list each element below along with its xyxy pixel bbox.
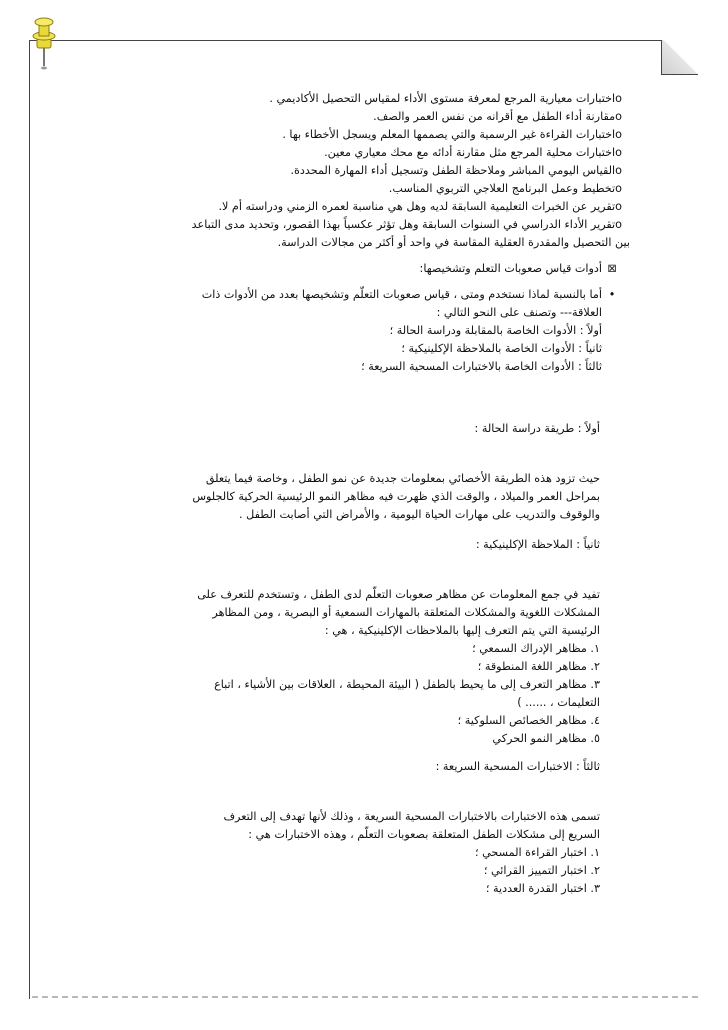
section2-title: ثانياً : الملاحظة الإكلينيكية : xyxy=(475,538,600,551)
intro-item: oتقرير عن الخبرات التعليمية السابقة لديه وهل هي مناسبة لعمره الزمني ودراسته أم لا. xyxy=(218,200,622,213)
intro-item: oاختبارات محلية المرجع مثل مقارنة أدائه مع محك معياري معين. xyxy=(324,146,622,159)
intro-list xyxy=(110,90,630,252)
paragraph-line: المشكلات اللغوية والمشكلات المتعلقة بالمهارات السمعية أو البصرية ، ومن المظاهر xyxy=(212,606,600,619)
intro-item: oتخطيط وعمل البرنامج العلاجي التربوي المناسب. xyxy=(388,182,622,195)
intro-item: oاختبارات القراءة غير الرسمية والتي يصممها المعلم ويسجل الأخطاء بها . xyxy=(282,128,622,141)
checkbox-square-icon: ⊠ xyxy=(607,262,617,275)
tools-heading xyxy=(110,260,622,278)
paragraph-line: بمراحل العمر والميلاد ، والوقت الذي ظهرت فيه مظاهر النمو الرئيسية الحركية كالجلوس xyxy=(192,490,600,503)
list-item: ٢. مظاهر اللغة المنطوقة ؛ xyxy=(477,660,600,673)
tools-bullet-paragraph xyxy=(110,286,622,376)
tool-item: ثالثاً : الأدوات الخاصة بالاختبارات المسحية السريعة ؛ xyxy=(361,360,602,373)
tool-item: أولاً : الأدوات الخاصة بالمقابلة ودراسة الحالة ؛ xyxy=(389,324,602,337)
paragraph-line: تسمى هذه الاختبارات بالاختبارات المسحية السريعة ، وذلك لأنها تهدف إلى التعرف xyxy=(223,810,600,823)
list-item: ٣. اختبار القدرة العددية ؛ xyxy=(485,882,600,895)
page-fold-corner xyxy=(661,40,698,75)
paragraph-line: السريع إلى مشكلات الطفل المتعلقة بصعوبات التعلّم ، وهذه الاختبارات هي : xyxy=(248,828,600,841)
bullet-icon: • xyxy=(608,288,616,301)
document-content xyxy=(110,90,630,898)
intro-item: oالقياس اليومي المباشر وملاحظة الطفل وتسجيل أداء المهارة المحددة. xyxy=(290,164,622,177)
paragraph-line: أما بالنسبة لماذا نستخدم ومتى ، قياس صعوبات التعلّم وتشخيصها بعدد من الأدوات ذات xyxy=(201,288,602,301)
section1-title: أولاً : طريقة دراسة الحالة : xyxy=(474,422,600,435)
paragraph-line: حيث تزود هذه الطريقة الأخصائي بمعلومات جديدة عن نمو الطفل ، وخاصة فيما يتعلق xyxy=(205,472,600,485)
section1-body xyxy=(110,470,622,524)
list-item: ٣. مظاهر التعرف إلى ما يحيط بالطفل ( البيئة المحيطة ، العلاقات بين الأشياء ، اتباع xyxy=(214,678,600,691)
section3-title: ثالثاً : الاختبارات المسحية السريعة : xyxy=(435,760,600,773)
section3-body xyxy=(110,808,622,898)
tool-item: ثانياً : الأدوات الخاصة بالملاحظة الإكلينيكية ؛ xyxy=(401,342,602,355)
paragraph-line: والوقوف والتدريب على مهارات الحياة اليومية ، والأمراض التي أصابت الطفل . xyxy=(239,508,600,521)
paragraph-line: العلاقة--- وتصنف على النحو التالي : xyxy=(436,306,602,319)
list-item: ٢. اختبار التمييز القرائي ؛ xyxy=(483,864,600,877)
list-item: ٤. مظاهر الخصائص السلوكية ؛ xyxy=(457,714,600,727)
paragraph-line: الرئيسية التي يتم التعرف إليها بالملاحظات الإكلينيكية ، هي : xyxy=(324,624,600,637)
page-bottom-edge xyxy=(32,996,698,999)
pushpin-icon xyxy=(24,14,64,70)
intro-item: oتقرير الأداء الدراسي في السنوات السابقة وهل تؤثر عكسياً بهذا القصور، وتحديد مدى التباعد xyxy=(191,218,622,231)
list-item: ١. اختبار القراءة المسحي ؛ xyxy=(474,846,600,859)
tools-heading-text: أدوات قياس صعوبات التعلم وتشخيصها: xyxy=(419,262,602,275)
section2-body xyxy=(110,586,622,748)
list-item: ١. مظاهر الإدراك السمعي ؛ xyxy=(472,642,600,655)
list-item-continuation: التعليمات ، ...... ) xyxy=(517,696,600,709)
list-item: ٥. مظاهر النمو الحركي xyxy=(492,732,600,745)
intro-item: oاختبارات معيارية المرجع لمعرفة مستوى الأداء لمقياس التحصيل الأكاديمي . xyxy=(269,92,622,105)
intro-item-continuation: بين التحصيل والمقدرة العقلية المقاسة في واحد أو أكثر من مجالات الدراسة. xyxy=(277,236,630,249)
intro-item: oمقارنة أداء الطفل مع أقرانه من نفس العمر والصف. xyxy=(373,110,622,123)
paragraph-line: تفيد في جمع المعلومات عن مظاهر صعوبات التعلّم لدى الطفل ، وتستخدم للتعرف على xyxy=(197,588,600,601)
